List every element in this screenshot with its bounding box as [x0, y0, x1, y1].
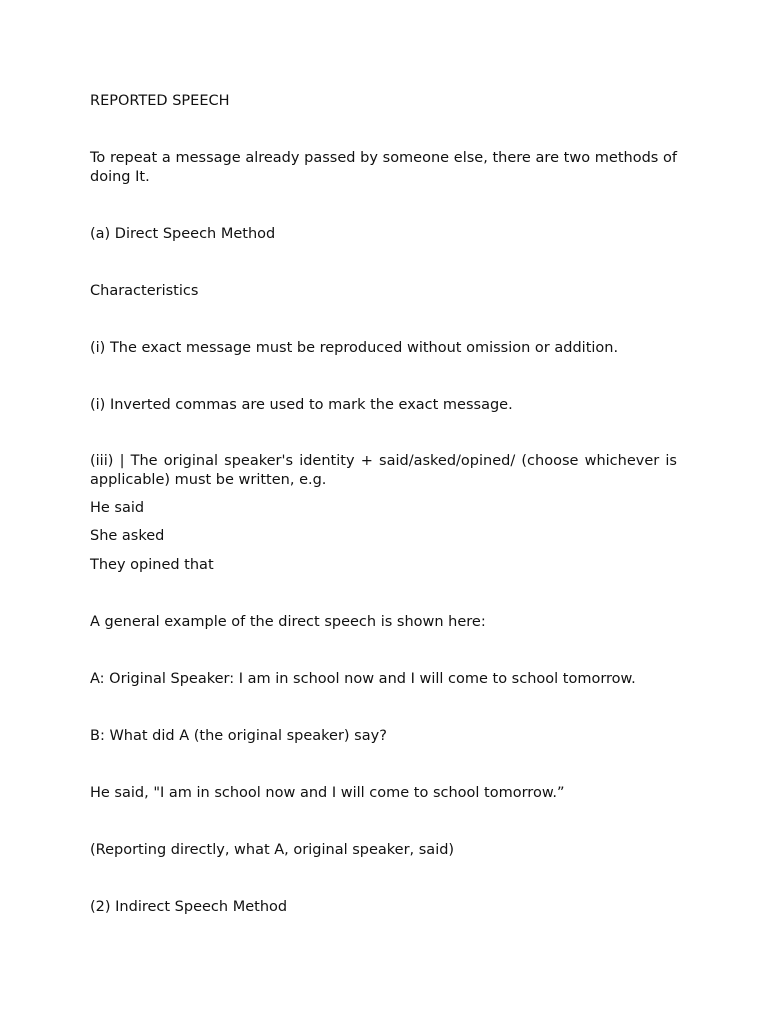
characteristic-point-2: (i) Inverted commas are used to mark the exact message.	[90, 397, 513, 413]
reported-speech-line: He said, "I am in school now and I will come to school tomorrow.”	[90, 785, 565, 801]
example-he-said: He said	[90, 500, 145, 516]
section-a-heading: (a) Direct Speech Method	[90, 226, 276, 242]
characteristics-heading: Characteristics	[90, 283, 199, 299]
document-title: REPORTED SPEECH	[90, 93, 230, 109]
characteristic-point-3: (iii) | The original speaker's identity + said/asked/opined/ (choose whichever is applicable) must be written, e.g.	[90, 453, 677, 488]
reported-note: (Reporting directly, what A, original speaker, said)	[90, 842, 455, 858]
general-example-intro: A general example of the direct speech is shown here:	[90, 614, 486, 630]
characteristic-point-1: (i) The exact message must be reproduced without omission or addition.	[90, 340, 619, 356]
example-she-asked: She asked	[90, 528, 165, 544]
example-they-opined: They opined that	[90, 557, 214, 573]
speaker-b-line: B: What did A (the original speaker) say?	[90, 728, 387, 744]
section-2-heading: (2) Indirect Speech Method	[90, 899, 288, 915]
speaker-a-line: A: Original Speaker: I am in school now and I will come to school tomorrow.	[90, 671, 636, 687]
intro-paragraph: To repeat a message already passed by someone else, there are two methods of doing It.	[90, 150, 677, 185]
